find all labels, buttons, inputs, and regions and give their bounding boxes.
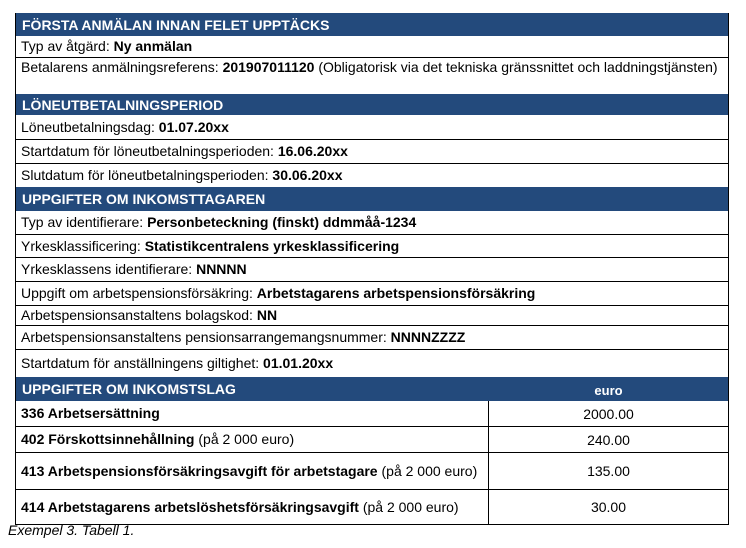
income-amount: 2000.00 (583, 405, 634, 422)
field-value: NN (256, 307, 278, 323)
field-value: Arbetstagarens arbetspensionsförsäkring (256, 285, 536, 301)
field-value: 01.01.20xx (263, 355, 334, 371)
field-row-pension-insurance (16, 281, 728, 305)
field-value: 30.06.20xx (272, 167, 343, 183)
field-label: Yrkesklassens identifierare: (21, 261, 193, 277)
income-type-name: 414 Arbetstagarens arbetslöshetsförsäkringsavgift (21, 498, 359, 515)
income-row (16, 401, 728, 426)
field-label: Uppgift om arbetspensionsförsäkring: (21, 285, 253, 301)
field-row-period-end (16, 163, 728, 187)
field-value: Statistikcentralens yrkesklassificering (144, 237, 400, 254)
field-label: Startdatum för anställningens giltighet: (21, 355, 260, 371)
field-label: Typ av identifierare: (21, 214, 144, 230)
field-value: 16.06.20xx (277, 143, 348, 159)
field-label: Löneutbetalningsdag: (21, 118, 155, 135)
income-unit-header: euro (594, 383, 623, 398)
income-types-header (16, 377, 728, 401)
income-row (16, 452, 728, 489)
field-label: Slutdatum för löneutbetalningsperioden: (21, 167, 269, 183)
field-value: NNNNZZZZ (390, 329, 466, 345)
field-value: NNNNN (196, 261, 247, 277)
income-amount: 135.00 (587, 463, 630, 479)
income-type-note: (på 2 000 euro) (377, 462, 478, 479)
field-row-payment-date (16, 115, 728, 139)
field-row-occupational-classification (16, 234, 728, 257)
income-type-cell (16, 490, 489, 524)
income-amount: 30.00 (590, 499, 627, 515)
field-label: Arbetspensionsanstaltens pensionsarrangemangsnummer: (21, 329, 387, 345)
field-value: 01.07.20xx (158, 118, 229, 135)
section-header-pay-period: LÖNEUTBETALNINGSPERIOD (16, 94, 728, 115)
field-note: (Obligatorisk via det tekniska gränssnittet och laddningstjänsten) (314, 59, 718, 75)
income-amount: 240.00 (587, 431, 630, 448)
field-label: Typ av åtgärd: (21, 38, 110, 54)
field-row-period-start (16, 139, 728, 163)
field-value: Personbeteckning (finskt) ddmmåå-1234 (147, 214, 417, 230)
income-row (16, 426, 728, 452)
section-header-income-earner: UPPGIFTER OM INKOMSTTAGAREN (16, 187, 728, 211)
income-type-cell (16, 427, 489, 452)
income-types-title: UPPGIFTER OM INKOMSTSLAG (22, 381, 236, 397)
field-value: Ny anmälan (113, 38, 193, 54)
field-label: Arbetspensionsanstaltens bolagskod: (21, 307, 253, 323)
field-label: Betalarens anmälningsreferens: (21, 59, 223, 75)
income-type-cell (16, 401, 489, 426)
income-type-note: (på 2 000 euro) (358, 498, 459, 515)
field-row-company-code (16, 305, 728, 325)
income-type-name: 402 Förskottsinnehållning (21, 431, 195, 447)
field-row-arrangement-number (16, 325, 728, 349)
field-text (21, 59, 718, 76)
income-row (16, 489, 728, 524)
field-label: Startdatum för löneutbetalningsperioden: (21, 143, 274, 159)
section-header-first-report: FÖRSTA ANMÄLAN INNAN FELET UPPTÄCKS (16, 13, 728, 36)
income-type-note: (på 2 000 euro) (194, 431, 295, 447)
field-row-employment-start (16, 349, 728, 377)
field-row-occupation-id (16, 257, 728, 281)
field-row-action-type (16, 36, 728, 57)
income-type-name: 413 Arbetspensionsförsäkringsavgift för arbetstagare (21, 462, 378, 479)
field-row-payer-reference (16, 57, 728, 94)
income-type-name: 336 Arbetsersättning (21, 405, 160, 421)
table-caption: Exempel 3. Tabell 1. (8, 522, 135, 538)
report-table (15, 13, 729, 525)
field-label: Yrkesklassificering: (21, 237, 141, 254)
field-value: 201907011120 (222, 59, 315, 75)
income-type-cell (16, 453, 489, 489)
field-row-identifier-type (16, 211, 728, 234)
